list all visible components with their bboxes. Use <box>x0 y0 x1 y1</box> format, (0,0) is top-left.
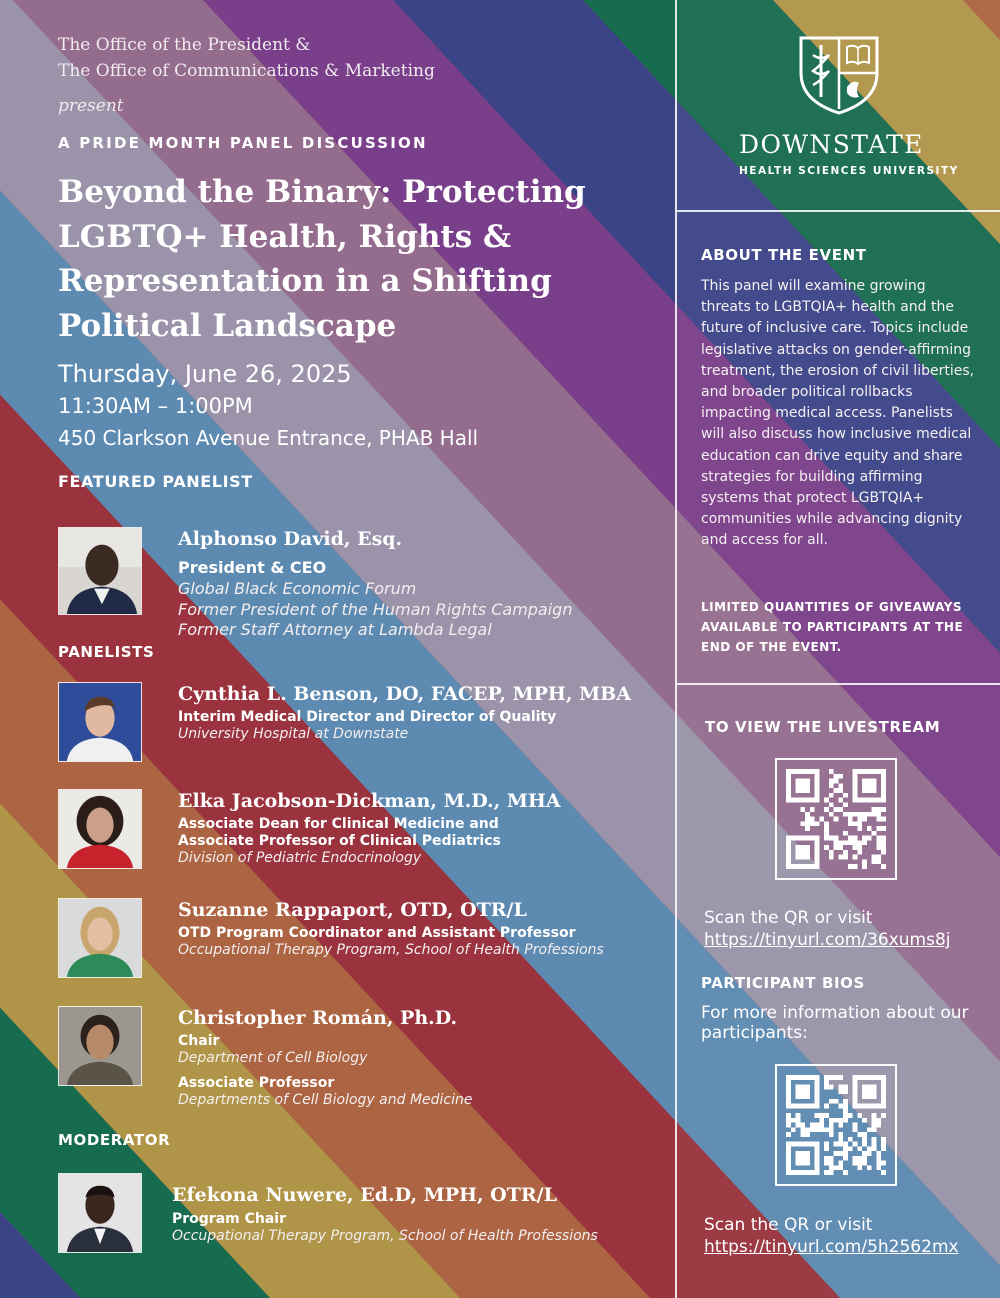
livestream-heading: TO VIEW THE LIVESTREAM <box>705 718 941 736</box>
panelist-role: Associate Professor <box>178 1075 335 1091</box>
moderator-role: Program Chair <box>172 1211 287 1227</box>
panelist-photo <box>58 789 142 869</box>
panelist-affiliation: Former President of the Human Rights Campaign <box>178 599 573 619</box>
event-date: Thursday, June 26, 2025 <box>58 360 352 388</box>
featured-heading: FEATURED PANELIST <box>58 472 253 491</box>
logo-subtitle: HEALTH SCIENCES UNIVERSITY <box>739 165 959 177</box>
panelist-role: Interim Medical Director and Director of Quality <box>178 709 557 725</box>
event-kicker: A PRIDE MONTH PANEL DISCUSSION <box>58 134 428 152</box>
moderator-heading: MODERATOR <box>58 1131 171 1149</box>
bios-link[interactable]: https://tinyurl.com/5h2562mx <box>704 1237 959 1257</box>
panelist-name: Suzanne Rappaport, OTD, OTR/L <box>178 899 527 921</box>
livestream-link[interactable]: https://tinyurl.com/36xums8j <box>704 930 951 950</box>
panelist-affiliation: Department of Cell Biology <box>178 1050 368 1066</box>
bios-qr-code-icon[interactable] <box>775 1064 897 1186</box>
livestream-qr-code-icon[interactable] <box>775 758 897 880</box>
giveaway-notice: LIMITED QUANTITIES OF GIVEAWAYS AVAILABLE TO PARTICIPANTS AT THE END OF THE EVENT. <box>701 600 964 654</box>
moderator-affiliation: Occupational Therapy Program, School of Health Professions <box>172 1228 598 1244</box>
panelist-role: OTD Program Coordinator and Assistant Professor <box>178 925 576 941</box>
sidebar-rule-top <box>675 210 1000 212</box>
intro-line-2: The Office of Communications & Marketing <box>58 61 435 81</box>
panelist-role: President & CEO <box>178 558 327 577</box>
panelist-photo <box>58 898 142 978</box>
intro-line-1: The Office of the President & <box>58 35 311 55</box>
panelist-name: Alphonso David, Esq. <box>178 528 403 550</box>
livestream-scan-text: Scan the QR or visit <box>704 908 873 928</box>
bios-text: For more information about our participants: <box>701 1003 969 1043</box>
panelist-name: Cynthia L. Benson, DO, FACEP, MPH, MBA <box>178 683 631 705</box>
panelist-role: Chair <box>178 1033 220 1049</box>
panelist-role: Associate Professor of Clinical Pediatrics <box>178 833 501 849</box>
panelist-affiliation: Former Staff Attorney at Lambda Legal <box>178 620 492 639</box>
event-time: 11:30AM – 1:00PM <box>58 394 253 418</box>
bios-scan-text: Scan the QR or visit <box>704 1215 873 1235</box>
logo-name: DOWNSTATE <box>739 130 924 159</box>
panelists-heading: PANELISTS <box>58 643 155 661</box>
panelist-affiliation: University Hospital at Downstate <box>178 726 409 742</box>
about-heading: ABOUT THE EVENT <box>701 246 867 264</box>
panelist-affiliation: Departments of Cell Biology and Medicine <box>178 1092 473 1108</box>
moderator-name: Efekona Nuwere, Ed.D, MPH, OTR/L <box>172 1184 557 1206</box>
downstate-shield-icon <box>797 35 881 115</box>
panelist-affiliation: Occupational Therapy Program, School of Health Professions <box>178 942 604 958</box>
panelist-affiliation: Global Black Economic Forum <box>178 579 417 598</box>
sidebar-divider <box>675 0 677 1298</box>
event-location: 450 Clarkson Avenue Entrance, PHAB Hall <box>58 426 479 450</box>
panelist-role: Associate Dean for Clinical Medicine and <box>178 816 499 832</box>
bios-heading: PARTICIPANT BIOS <box>701 974 865 992</box>
panelist-name: Elka Jacobson-Dickman, M.D., MHA <box>178 790 561 812</box>
about-body: This panel will examine growing threats to LGBTQIA+ health and the future of inclusive care. Topics include legislative attacks on gender-affirming treatment, the erosion of civil liberties, and broader political rollbacks impacting medical access. Panelists will also discuss how inclusive medical education can drive equity and share strategies for building affirming systems that protect LGBTQIA+ communities while advancing dignity and access for all. <box>701 278 975 549</box>
sidebar-rule-middle <box>675 683 1000 685</box>
panelist-photo <box>58 527 142 615</box>
moderator-photo <box>58 1173 142 1253</box>
panelist-affiliation: Division of Pediatric Endocrinology <box>178 850 422 866</box>
event-title: Beyond the Binary: Protecting LGBTQ+ Health, Rights & Representation in a Shifting Political Landscape <box>58 174 586 344</box>
presenting-offices <box>58 32 435 84</box>
panelist-photo <box>58 1006 142 1086</box>
present-label: present <box>58 96 124 116</box>
panelist-photo <box>58 682 142 762</box>
panelist-name: Christopher Román, Ph.D. <box>178 1007 458 1029</box>
